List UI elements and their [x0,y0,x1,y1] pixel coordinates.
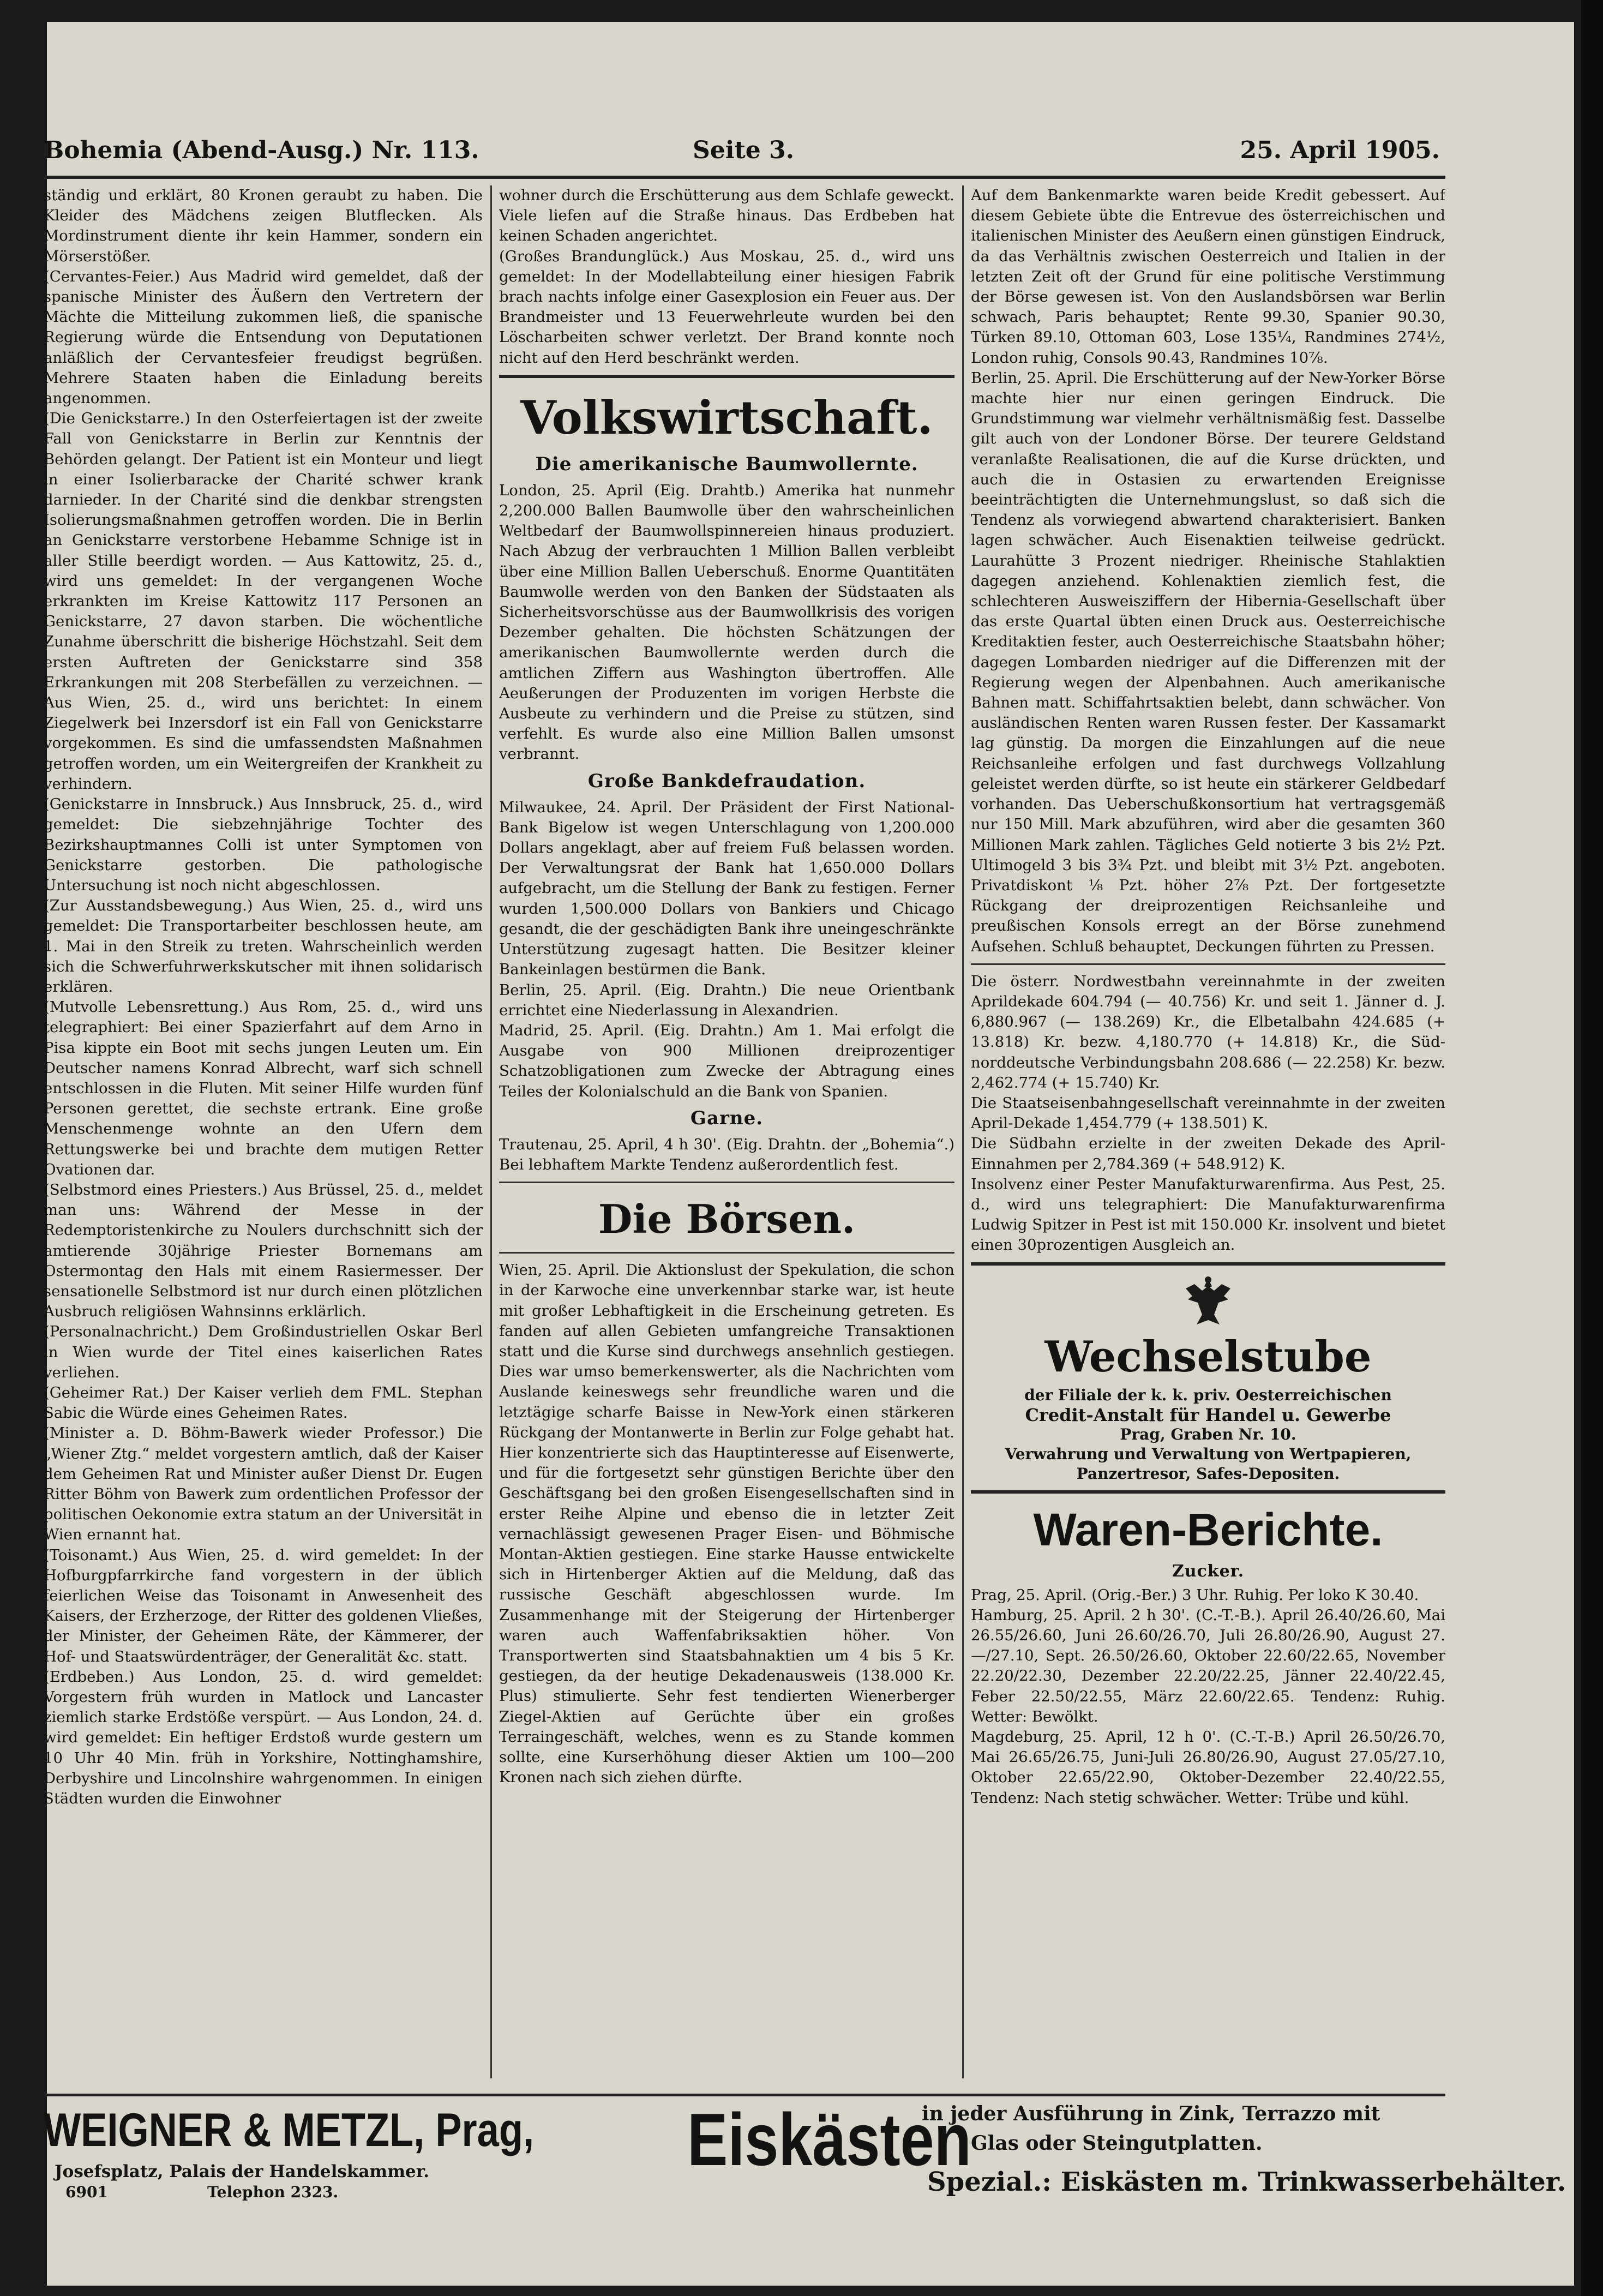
article-insolvenz: Insolvenz einer Pester Manufakturwarenfirma. Aus Pest, 25. d., wird uns telegraphiert: Die Manufakturwarenfirma Ludwig Spitzer in Pest ist mit 150.000 Kr. insolvent und bietet einen 30prozentigen Ausgleich an. [971,1175,1445,1254]
article-baumwolle: London, 25. April (Eig. Drahtb.) Amerika hat nunmehr 2,200.000 Ballen Baumwolle über den wahrscheinlichen Weltbedarf der Baumwollspinnereien hinaus produziert. Nach Abzug der verbrauchten 1 Million Ballen verbleibt über eine Million Ballen Ueberschuß. Enorme Quantitäten Baumwolle werden von den Banken der Südstaaten als Sicherheitsvorschüsse aus der Baumwollkrisis des vorigen Dezember gehalten. Die höchsten Schätzungen der amerikanischen Baumwollernte werden durch die amtlichen Ziffern aus Washington übertroffen. Alle Aeußerungen der Produzenten im vorigen Herbste die Ausbeute zu verhindern und die Preise zu stützen, sind verfehlt. Es wurde also eine Million Ballen umsonst verbrannt. [499,481,954,763]
header-date: 25. April 1905. [1240,136,1440,164]
article-brand: (Großes Brandunglück.) Aus Moskau, 25. d., wird uns gemeldet: In der Modellabteilung einer hiesigen Fabrik brach nachts infolge einer Gasexplosion ein Feuer aus. Der Brandmeister und 13 Feuerwehrleute wurden bei den Löscharbeiten schwer verletzt. Der Brand konnte noch nicht auf den Herd beschränkt werden. [499,247,954,367]
subhead-garne: Garne. [690,1107,764,1129]
section-rule [499,1182,954,1183]
section-rule [971,963,1445,965]
article-genickstarre: (Die Genickstarre.) In den Osterfeiertagen ist der zweite Fall von Genickstarre in Berlin zur Kenntnis der Behörden gelangt. Der Patient ist ein Monteur und liegt in einer Isolierbaracke der Charité schwer krank darnieder. In der Charité sind die denkbar strengsten Isolierungsmaßnahmen getroffen worden. Die in Berlin an Genickstarre verstorbene Hebamme Schnige ist in aller Stille beerdigt worden. — Aus Kattowitz, 25. d., wird uns gemeldet: In der vergangenen Woche erkrankten im Kreise Kattowitz 117 Personen an Genickstarre, 27 davon starben. Die wöchentliche Zunahme überschritt die bisherige Höchstzahl. Seit dem ersten Auftreten der Genickstarre sind 358 Erkrankungen mit 208 Sterbefällen zu verzeichnen. — Aus Wien, 25. d., wird uns berichtet: In einem Ziegelwerk bei Inzersdorf ist ein Fall von Genickstarre vorgekommen. Es sind die umfassendsten Maßnahmen getroffen worden, um ein Weitergreifen der Krankheit zu verhindern. [44,410,483,793]
article-staatseisenbahn: Die Staatseisenbahngesellschaft vereinnahmte in der zweiten April-Dekade 1,454.779 (+ 138.501) K. [971,1094,1445,1132]
ad-detail-line: Glas oder Steingutplatten. [971,2132,1263,2155]
subhead-bankdefraudation: Große Bankdefraudation. [587,770,866,792]
article-zucker-hamburg: Hamburg, 25. April. 2 h 30'. (C.-T.-B.). April 26.40/26.60, Mai 26.55/26.60, Juni 26.60/26.70, Juli 26.80/26.90, August 27.—/27.10, Sept. 26.50/26.60, Oktober 22.60/22.65, November 22.20/22.30, Dezember 22.20/22.25, Jänner 22.40/22.45, Feber 22.50/22.55, März 22.60/22.65. Tendenz: Ruhig. Wetter: Bewölkt. [971,1606,1445,1725]
section-rule [499,375,954,378]
section-title-volkswirtschaft: Volkswirtschaft. [520,390,933,445]
ad-detail-line: in jeder Ausführung in Zink, Terrazzo mit [922,2102,1380,2125]
article-suedbahn: Die Südbahn erzielte in der zweiten Dekade des April-Einnahmen per 2,784.369 (+ 548.912) K. [971,1135,1445,1173]
section-title-boersen: Die Börsen. [598,1196,856,1243]
article-zucker-prag: Prag, 25. April. (Orig.-Ber.) 3 Uhr. Ruhig. Per loko K 30.40. [971,1586,1419,1604]
section-title-waren-berichte: Waren-Berichte. [1033,1503,1383,1555]
article-bankdefraudation: Milwaukee, 24. April. Der Präsident der First National-Bank Bigelow ist wegen Unterschlagung von 1,200.000 Dollars angeklagt, aber auf freiem Fuß belassen worden. Der Verwaltungsrat der Bank hat 1,650.000 Dollars aufgebracht, um die Stellung der Bank zu festigen. Ferner wurden 1,500.000 Dollars von Bankiers und Chicago gesandt, die der geschädigten Bank ihre uneingeschränkte Unterstützung zugesagt hatten. Die Besitzer kleiner Bankeinlagen bestürmen die Bank. [499,798,954,979]
article-geheimer-rat: (Geheimer Rat.) Der Kaiser verlieh dem FML. Stephan Sabic die Würde eines Geheimen Rates. [44,1383,483,1422]
ad-specialty-line: Spezial.: Eiskästen m. Trinkwasserbehälter. [927,2167,1566,2197]
article-boehm-bawerk: (Minister a. D. Böhm-Bawerk wieder Professor.) Die „Wiener Ztg.“ meldet vorgestern amtlich, daß der Kaiser dem Geheimen Rat und Minister außer Dienst Dr. Eugen Ritter Böhm von Bawerk zum ordentlichen Professor der politischen Oekonomie extra statum an der Universität in Wien ernannt hat. [44,1424,483,1544]
scan-edge [1581,0,1603,2296]
article-erdbeben-cont: wohner durch die Erschütterung aus dem Schlafe geweckt. Viele liefen auf die Straße hinaus. Das Erdbeben hat keinen Schaden angerichtet. [499,187,954,245]
ad-line: Credit-Anstalt für Handel u. Gewerbe [1025,1404,1391,1425]
article-orientbank: Berlin, 25. April. (Eig. Drahtn.) Die neue Orientbank errichtet eine Niederlassung in Alexandrien. [499,981,954,1019]
ad-number: 6901 [65,2183,108,2201]
ad-address: Josefsplatz, Palais der Handelskammer. [55,2162,430,2181]
column-3 [971,185,1445,2078]
article-boerse-berlin: Berlin, 25. April. Die Erschütterung auf der New-Yorker Börse machte hier nur einen geringen Eindruck. Die Grundstimmung war vielmehr verhältnismäßig fest. Dasselbe gilt auch von der Londoner Börse. Der teurere Geldstand veranlaßte Realisationen, die auf die Kurse drückten, und auch die in Ostasien zu erwartenden Ereignisse beeinträchtigten die Unternehmungslust, so daß sich die Tendenz als vorwiegend abwartend charakterisiert. Banken lagen schwächer. Auch Eisenaktien teilweise gedrückt. Laurahütte 3 Prozent niedriger. Rheinische Stahlaktien dagegen anziehend. Kohlenaktien ziemlich fest, die schlechteren Ausweisziffern der Hibernia-Gesellschaft über das erste Quartal übten einen Druck aus. Oesterreichische Kreditaktien fester, auch Oesterreichische Staatsbahn höher; dagegen Lombarden niedriger auf die Differenzen mit der Regierung wegen der Alpenbahnen. Auch amerikanische Bahnen matt. Schiffahrtsaktien belebt, dann schwächer. Von ausländischen Renten waren Russen fester. Der Kassamarkt lag günstig. Da morgen die Einzahlungen auf die neue Reichsanleihe erfolgen und fast durchwegs Vollzahlung geleistet werden dürfte, so ist heute ein stärkerer Geldbedarf vorhanden. Das Ueberschußkonsortium hat vertragsgemäß nur 150 Mill. Mark abzuführen, wird aber die gesamten 360 Millionen Mark zahlen. Tägliches Geld notierte 3 bis 2½ Pzt. Ultimogeld 3 bis 3¾ Pzt. und bleibt mit 3½ Pzt. angeboten. Privatdiskont ⅛ Pzt. höher 2⅞ Pzt. Der fortgesetzte Rückgang der dreiprozentigen Reichsanleihe und preußischen Konsols erregt an der Börse zunehmend Aufsehen. Schluß behauptet, Deckungen führten zu Pressen. [971,369,1445,955]
ad-line: Panzertresor, Safes-Depositen. [1076,1464,1340,1483]
article-selbstmord: (Selbstmord eines Priesters.) Aus Brüssel, 25. d., meldet man uns: Während der Messe in der Redemptoristenkirche zu Noulers durchschnitt sich der amtierende 30jährige Priester Bornemans am Ostermontag den Hals mit einem Rasiermesser. Der sensationelle Selbstmord ist nur durch einen plötzlichen Ausbruch religiösen Wahnsinns erklärlich. [44,1180,483,1321]
article-boerse-wien: Wien, 25. April. Die Aktionslust der Spekulation, die schon in der Karwoche eine unverkennbar starke war, ist heute mit großer Lebhaftigkeit in die Erscheinung getreten. Es fanden auf allen Gebieten umfangreiche Transaktionen statt und die Kurse sind durchwegs ansehnlich gestiegen. Dies war umso bemerkenswerter, als die Nachrichten vom Auslande keineswegs sehr freundliche waren und die letztägige scharfe Baisse in New-York einen stärkeren Rückgang der Montanwerte in Berlin zur Folge gehabt hat. Hier konzentrierte sich das Hauptinteresse auf Eisenwerte, und für die fortgesetzt sehr günstigen Berichte über den Geschäftsgang bei den großen Eisengesellschaften sind in erster Reihe Alpine und ebenso die in letzter Zeit vernachlässigt gewesenen Prager Eisen- und Böhmische Montan-Aktien gestiegen. Eine starke Hausse entwickelte sich in Hirtenberger Aktien auf die Meldung, daß das russische Geschäft abgeschlossen wurde. Im Zusammenhange mit der Steigerung der Hirtenberger waren auch Waffenfabriksaktien höher. Von Transportwerten sind Staatsbahnaktien um 4 bis 5 Kr. gestiegen, da der heutige Dekadenausweis (138.000 Kr. Plus) stimulierte. Sehr fest tendierten Wienerberger Ziegel-Aktien auf Gerüchte über ein großes Terraingeschäft, welches, wenn es zu Stande kommen sollte, eine Kurserhöhung dieser Aktien um 100—200 Kronen nach sich ziehen dürfte. [499,1261,954,1787]
article-personal: (Personalnachricht.) Dem Großindustriellen Oskar Berl in Wien wurde der Titel eines kaiserlichen Rates verliehen. [44,1323,483,1381]
article-zucker-magdeburg: Magdeburg, 25. April, 12 h 0'. (C.-T.-B.) April 26.50/26.70, Mai 26.65/26.75, Juni-Juli 26.80/26.90, August 27.05/27.10, Oktober 22.65/22.90, Oktober-Dezember 22.40/22.55, Tendenz: Nach stetig schwächer. Wetter: Trübe und kühl. [971,1728,1445,1807]
section-rule [499,1252,954,1254]
bottom-advertisement [44,2098,1566,2215]
ad-line: Prag, Graben Nr. 10. [1120,1425,1296,1443]
ad-telephone: Telephon 2323. [207,2183,339,2201]
ad-rule [971,1490,1445,1494]
article-ausstand: (Zur Ausstandsbewegung.) Aus Wien, 25. d., wird uns gemeldet: Die Transportarbeiter beschlossen heute, am 1. Mai in den Streik zu treten. Wahrscheinlich werden sich die Schwerfuhrwerkskutscher mit ihnen solidarisch erklären. [44,897,483,996]
article-bankenmarkt: Auf dem Bankenmarkte waren beide Kredit gebessert. Auf diesem Gebiete übte die Entrevue des österreichischen und italienischen Minister des Aeußern einen günstigen Eindruck, da das Verhältnis zwischen Oesterreich und Italien in der letzten Zeit oft der Grund für eine politische Verstimmung der Börse gewesen ist. Von den Auslandsbörsen war Berlin schwach, Paris behauptet; Rente 99.30, Spanier 90.30, Türken 89.10, Ottoman 603, Lose 135¼, Randmines 274½, London ruhig, Consols 90.43, Randmines 10⅞. [971,187,1445,367]
article-toisonamt: (Toisonamt.) Aus Wien, 25. d. wird gemeldet: In der Hofburgpfarrkirche fand vorgestern in der üblich feierlichen Weise das Toisonamt in Anwesenheit des Kaisers, der Erzherzoge, der Ritter des goldenen Vließes, der Minister, der Geheimen Räte, der Kämmerer, der Hof- und Staatswürdenträger, der Generalität &c. statt. [44,1546,483,1665]
article-madrid: Madrid, 25. April. (Eig. Drahtn.) Am 1. Mai erfolgt die Ausgabe von 900 Millionen dreiprozentiger Schatzobligationen zum Zwecke der Abtragung eines Teiles der Kolonialschuld an die Bank von Spanien. [499,1021,954,1100]
header-page-number: Seite 3. [693,136,795,164]
ad-wechselstube-title: Wechselstube [1044,1332,1372,1382]
eagle-emblem-icon [1178,1274,1238,1329]
subhead-baumwollernte: Die amerikanische Baumwollernte. [535,453,918,475]
ad-line: der Filiale der k. k. priv. Oesterreichischen [1024,1386,1392,1404]
column-1 [44,185,483,2078]
page-header [44,136,1440,169]
article-erdbeben: (Erdbeben.) Aus London, 25. d. wird gemeldet: Vorgestern früh wurden in Matlock und Lancaster ziemlich starke Erdstöße verspürt. — Aus London, 24. d. wird gemeldet: Ein heftiger Erdstoß wurde gestern um 10 Uhr 40 Min. früh in Yorkshire, Nottinghamshire, Derbyshire und Lincolnshire wahrgenommen. In einigen Städten wurden die Einwohner [44,1668,483,1808]
ad-line: Verwahrung und Verwaltung von Wertpapieren, [1005,1444,1412,1463]
column-2 [499,185,954,2078]
article-garne: Trautenau, 25. April, 4 h 30'. (Eig. Drahtn. der „Bohemia“.) Bei lebhaftem Markte Tendenz außerordentlich fest. [499,1135,954,1173]
ad-product: Eiskästen [687,2098,971,2181]
subhead-zucker: Zucker. [1172,1561,1245,1581]
header-rule [44,176,1445,179]
article-genickstarre-innsbruck: (Genickstarre in Innsbruck.) Aus Innsbruck, 25. d., wird gemeldet: Die siebzehnjährige Tochter des Bezirkshauptmannes Colli ist unter Symptomen von Genickstarre gestorben. Die pathologische Untersuchung ist noch nicht abgeschlossen. [44,795,483,894]
article-lebensrettung: (Mutvolle Lebensrettung.) Aus Rom, 25. d., wird uns telegraphiert: Bei einer Spazierfahrt auf dem Arno in Pisa kippte ein Boot mit sechs jungen Leuten um. Ein Deutscher namens Konrad Albrecht, warf sich schnell entschlossen in die Fluten. Mit seiner Hilfe wurden fünf Personen gerettet, die sechste ertrank. Eine große Menschenmenge wohnte an den Ufern dem Rettungswerke bei und brachte dem mutigen Retter Ovationen dar. [44,998,483,1178]
header-masthead: Bohemia (Abend-Ausg.) Nr. 113. [44,136,479,164]
article-nordwestbahn: Die österr. Nordwestbahn vereinnahmte in der zweiten Aprildekade 604.794 (— 40.756) Kr. und seit 1. Jänner d. J. 6,880.967 (— 138.269) Kr., die Elbetalbahn 424.685 (+ 13.818) Kr. bezw. 4,180.770 (+ 14.818) Kr., die Süd-norddeutsche Verbindungsbahn 208.686 (— 22.258) Kr. bezw. 2,462.774 (+ 15.740) Kr. [971,972,1445,1092]
ad-company-name: WEIGNER & METZL, Prag, [44,2104,535,2156]
column-divider [490,185,492,2078]
ad-rule [971,1262,1445,1266]
article-cervantes: (Cervantes-Feier.) Aus Madrid wird gemeldet, daß der spanische Minister des Äußern den Vertretern der Mächte die Mitteilung zukommen ließ, die spanische Regierung würde die Entsendung von Deputationen anläßlich der Cervantesfeier freudigst begrüßen. Mehrere Staaten haben die Einladung bereits angenommen. [44,267,483,407]
article-text: ständig und erklärt, 80 Kronen geraubt zu haben. Die Kleider des Mädchens zeigen Blutflecken. Als Mordinstrument diente ihr kein Hammer, sondern ein Mörserstößer. [44,187,483,265]
column-divider [962,185,964,2078]
